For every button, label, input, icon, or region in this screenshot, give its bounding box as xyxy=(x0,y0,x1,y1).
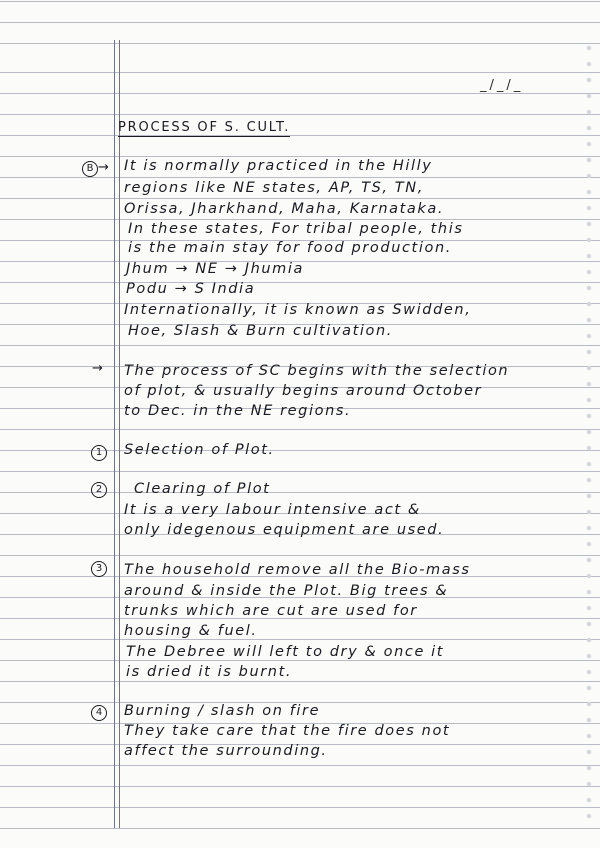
note-line: Hoe, Slash & Burn cultivation. xyxy=(128,323,393,339)
note-line: Podu → S India xyxy=(126,281,256,297)
note-line: The household remove all the Bio-mass xyxy=(124,562,471,578)
note-line: housing & fuel. xyxy=(124,623,258,639)
note-line: affect the surrounding. xyxy=(124,743,328,759)
note-line: Internationally, it is known as Swidden, xyxy=(124,302,472,318)
note-line: trunks which are cut are used for xyxy=(124,603,418,619)
note-line: of plot, & usually begins around October xyxy=(124,383,483,399)
page-title: PROCESS OF S. CULT. xyxy=(118,120,291,135)
note-line: is dried it is burnt. xyxy=(126,664,293,680)
margin-line xyxy=(119,40,120,828)
note-line: Burning / slash on fire xyxy=(124,703,321,719)
note-line: It is a very labour intensive act & xyxy=(124,502,421,518)
note-line: to Dec. in the NE regions. xyxy=(124,403,352,419)
section-marker-4: 4 xyxy=(91,704,107,721)
section-marker-1: 1 xyxy=(91,444,107,461)
note-line: Selection of Plot. xyxy=(124,442,275,458)
margin-line xyxy=(114,40,115,828)
section-marker-3: 3 xyxy=(91,560,107,577)
page-number: _/_/_ xyxy=(480,78,524,93)
note-line: around & inside the Plot. Big trees & xyxy=(124,583,449,599)
note-line: Clearing of Plot xyxy=(134,481,271,497)
note-line: is the main stay for food production. xyxy=(128,240,452,256)
note-line: It is normally practiced in the Hilly xyxy=(124,158,433,174)
note-line: Jhum → NE → Jhumia xyxy=(126,261,305,277)
note-line: only idegenous equipment are used. xyxy=(124,522,445,538)
note-line: regions like NE states, AP, TS, TN, xyxy=(124,180,424,196)
note-line: The process of SC begins with the selection xyxy=(124,363,510,379)
spiral-holes xyxy=(584,40,594,820)
note-line: They take care that the fire does not xyxy=(124,723,451,739)
note-line: The Debree will left to dry & once it xyxy=(126,644,445,660)
section-marker-arrow: → xyxy=(92,361,103,376)
section-marker-2: 2 xyxy=(91,481,107,498)
note-line: Orissa, Jharkhand, Maha, Karnataka. xyxy=(124,201,445,217)
section-marker-b: B → xyxy=(82,160,109,177)
note-line: In these states, For tribal people, this xyxy=(128,221,464,237)
